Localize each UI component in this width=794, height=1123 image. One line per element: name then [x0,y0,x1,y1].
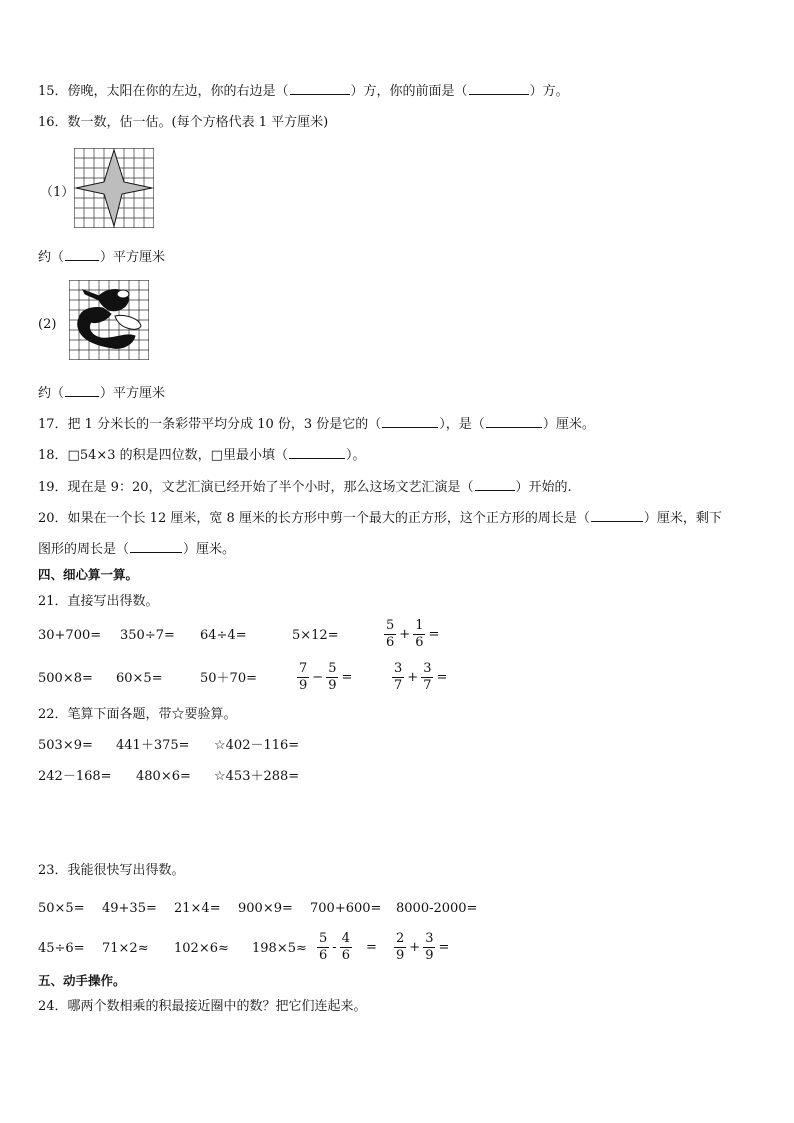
fraction-numerator: 5 [328,661,337,676]
q21-fraction-3 [392,661,450,694]
q19-text-a: 19．现在是 9：20，文艺汇演已经开始了半个小时，那么这场文艺汇演是（ [38,480,474,495]
question-20-line-1 [38,509,722,528]
q15-text-a: 15．傍晚，太阳在你的左边，你的右边是（ [38,84,289,99]
q22-item: 242－168= [38,769,112,784]
q17-blank-1[interactable] [382,415,438,428]
q20-text-b: ）厘米，剩下 [643,511,722,526]
question-15 [38,82,569,101]
q18-text-a: 18．□54×3 的积是四位数，□里最小填（ [38,448,288,463]
question-18 [38,446,365,465]
fraction-operator: + [399,627,411,642]
fraction-equals: = [428,627,440,642]
q23-item: 50×5= [38,901,85,916]
figure-1-label: （1） [40,185,75,200]
q17-text-a: 17．把 1 分米长的一条彩带平均分成 10 份，3 份是它的（ [38,417,382,432]
fraction-equals: = [341,670,353,685]
answer-1-text-b: ）平方厘米 [100,250,166,265]
q21-item: 64÷4= [200,628,247,643]
q23-item: 700+600= [310,901,382,916]
q21-item: 5×12= [292,628,339,643]
figure-2-label: (2) [38,317,57,332]
question-24-title: 24．哪两个数相乘的积最接近圈中的数？把它们连起来。 [38,999,367,1014]
q21-item: 350÷7= [120,628,175,643]
q22-item: 441＋375= [116,738,190,753]
fraction-numerator: 7 [299,661,308,676]
q15-blank-2[interactable] [469,82,529,95]
q23-row-1 [38,899,738,919]
q21-item: 500×8= [38,671,93,686]
q23-item: 198×5≈ [252,941,307,956]
question-21-title: 21．直接写出得数。 [38,594,159,609]
fraction-denominator: 6 [319,948,328,963]
q23-item: 49+35= [102,901,157,916]
q18-text-b: ）。 [345,448,366,463]
q23-item: 102×6≈ [174,941,229,956]
q22-item: ☆402－116= [214,738,300,753]
section-4-heading: 四、细心算一算。 [38,567,139,582]
question-20-line-2 [38,540,235,559]
q21-row-2 [38,669,738,689]
answer-1-text-a: 约（ [38,250,65,265]
q22-item: 480×6= [136,769,191,784]
fraction-equals: = [438,940,450,955]
q22-item: 503×9= [38,738,93,753]
fraction-numerator: 2 [396,931,405,946]
answer-2-blank[interactable] [65,384,99,397]
question-19 [38,478,572,497]
fraction-numerator: 3 [425,931,434,946]
q17-blank-2[interactable] [486,415,542,428]
q23-fraction-2 [394,931,452,964]
answer-2 [38,384,165,403]
fraction-operator: + [407,670,419,685]
fraction-equals: = [365,940,377,955]
q23-fraction-1 [317,931,380,964]
fraction-denominator: 9 [328,678,337,693]
fraction-denominator: 9 [396,948,405,963]
q23-item: 8000-2000= [396,901,478,916]
answer-1-blank[interactable] [65,248,99,261]
question-23-title: 23．我能很快写出得数。 [38,863,185,878]
q21-fraction-1 [384,618,442,651]
fraction-numerator: 1 [415,618,424,633]
q18-blank[interactable] [289,446,345,459]
fraction-operator: − [312,670,324,685]
section-5-heading: 五、动手操作。 [38,973,126,988]
q15-text-b: ）方，你的前面是（ [350,84,468,99]
q19-blank[interactable] [475,478,515,491]
q20-blank-2[interactable] [130,540,182,553]
q23-row-2 [38,939,738,959]
q21-fraction-2 [297,661,355,694]
fraction-denominator: 7 [394,678,403,693]
fraction-numerator: 3 [394,661,403,676]
fraction-numerator: 5 [386,618,395,633]
fraction-denominator: 9 [425,948,434,963]
figure-1-grid [74,148,154,228]
q23-item: 900×9= [238,901,293,916]
q22-row-2 [38,767,738,787]
fraction-operator: + [409,940,421,955]
figure-2-grid [69,280,149,360]
question-17 [38,415,595,434]
q17-text-c: ）厘米。 [542,417,595,432]
fraction-denominator: 9 [299,678,308,693]
fraction-equals: = [436,670,448,685]
q22-row-1 [38,736,738,756]
q21-item: 50＋70= [200,671,257,686]
question-22-title: 22．笔算下面各题，带☆要验算。 [38,707,237,722]
fraction-numerator: 5 [319,931,328,946]
fraction-denominator: 6 [415,635,424,650]
q20-text-a: 20．如果在一个长 12 厘米，宽 8 厘米的长方形中剪一个最大的正方形，这个正方形的周长是（ [38,511,590,526]
q23-item: 21×4= [174,901,221,916]
q23-item: 45÷6= [38,941,85,956]
fraction-denominator: 6 [341,948,350,963]
fraction-denominator: 7 [423,678,432,693]
q20-blank-1[interactable] [591,509,643,522]
q21-item: 30+700= [38,628,102,643]
question-16-title: 16．数一数，估一估。(每个方格代表 1 平方厘米) [38,115,329,130]
fraction-numerator: 3 [423,661,432,676]
q15-blank-1[interactable] [290,82,350,95]
fraction-denominator: 6 [386,635,395,650]
fraction-numerator: 4 [341,931,350,946]
q17-text-b: ），是（ [439,417,485,432]
star-shape [76,150,152,226]
answer-2-text-a: 约（ [38,386,65,401]
q19-text-b: ）开始的. [515,480,572,495]
q22-item: ☆453＋288= [214,769,300,784]
q21-item: 60×5= [116,671,163,686]
q20-text-c: 图形的周长是（ [38,542,130,557]
q23-item: 71×2≈ [102,941,149,956]
fraction-operator: - [332,940,337,955]
q15-text-c: ）方。 [529,84,569,99]
answer-2-text-b: ）平方厘米 [100,386,166,401]
q20-text-d: ）厘米。 [183,542,236,557]
answer-1 [38,248,165,267]
